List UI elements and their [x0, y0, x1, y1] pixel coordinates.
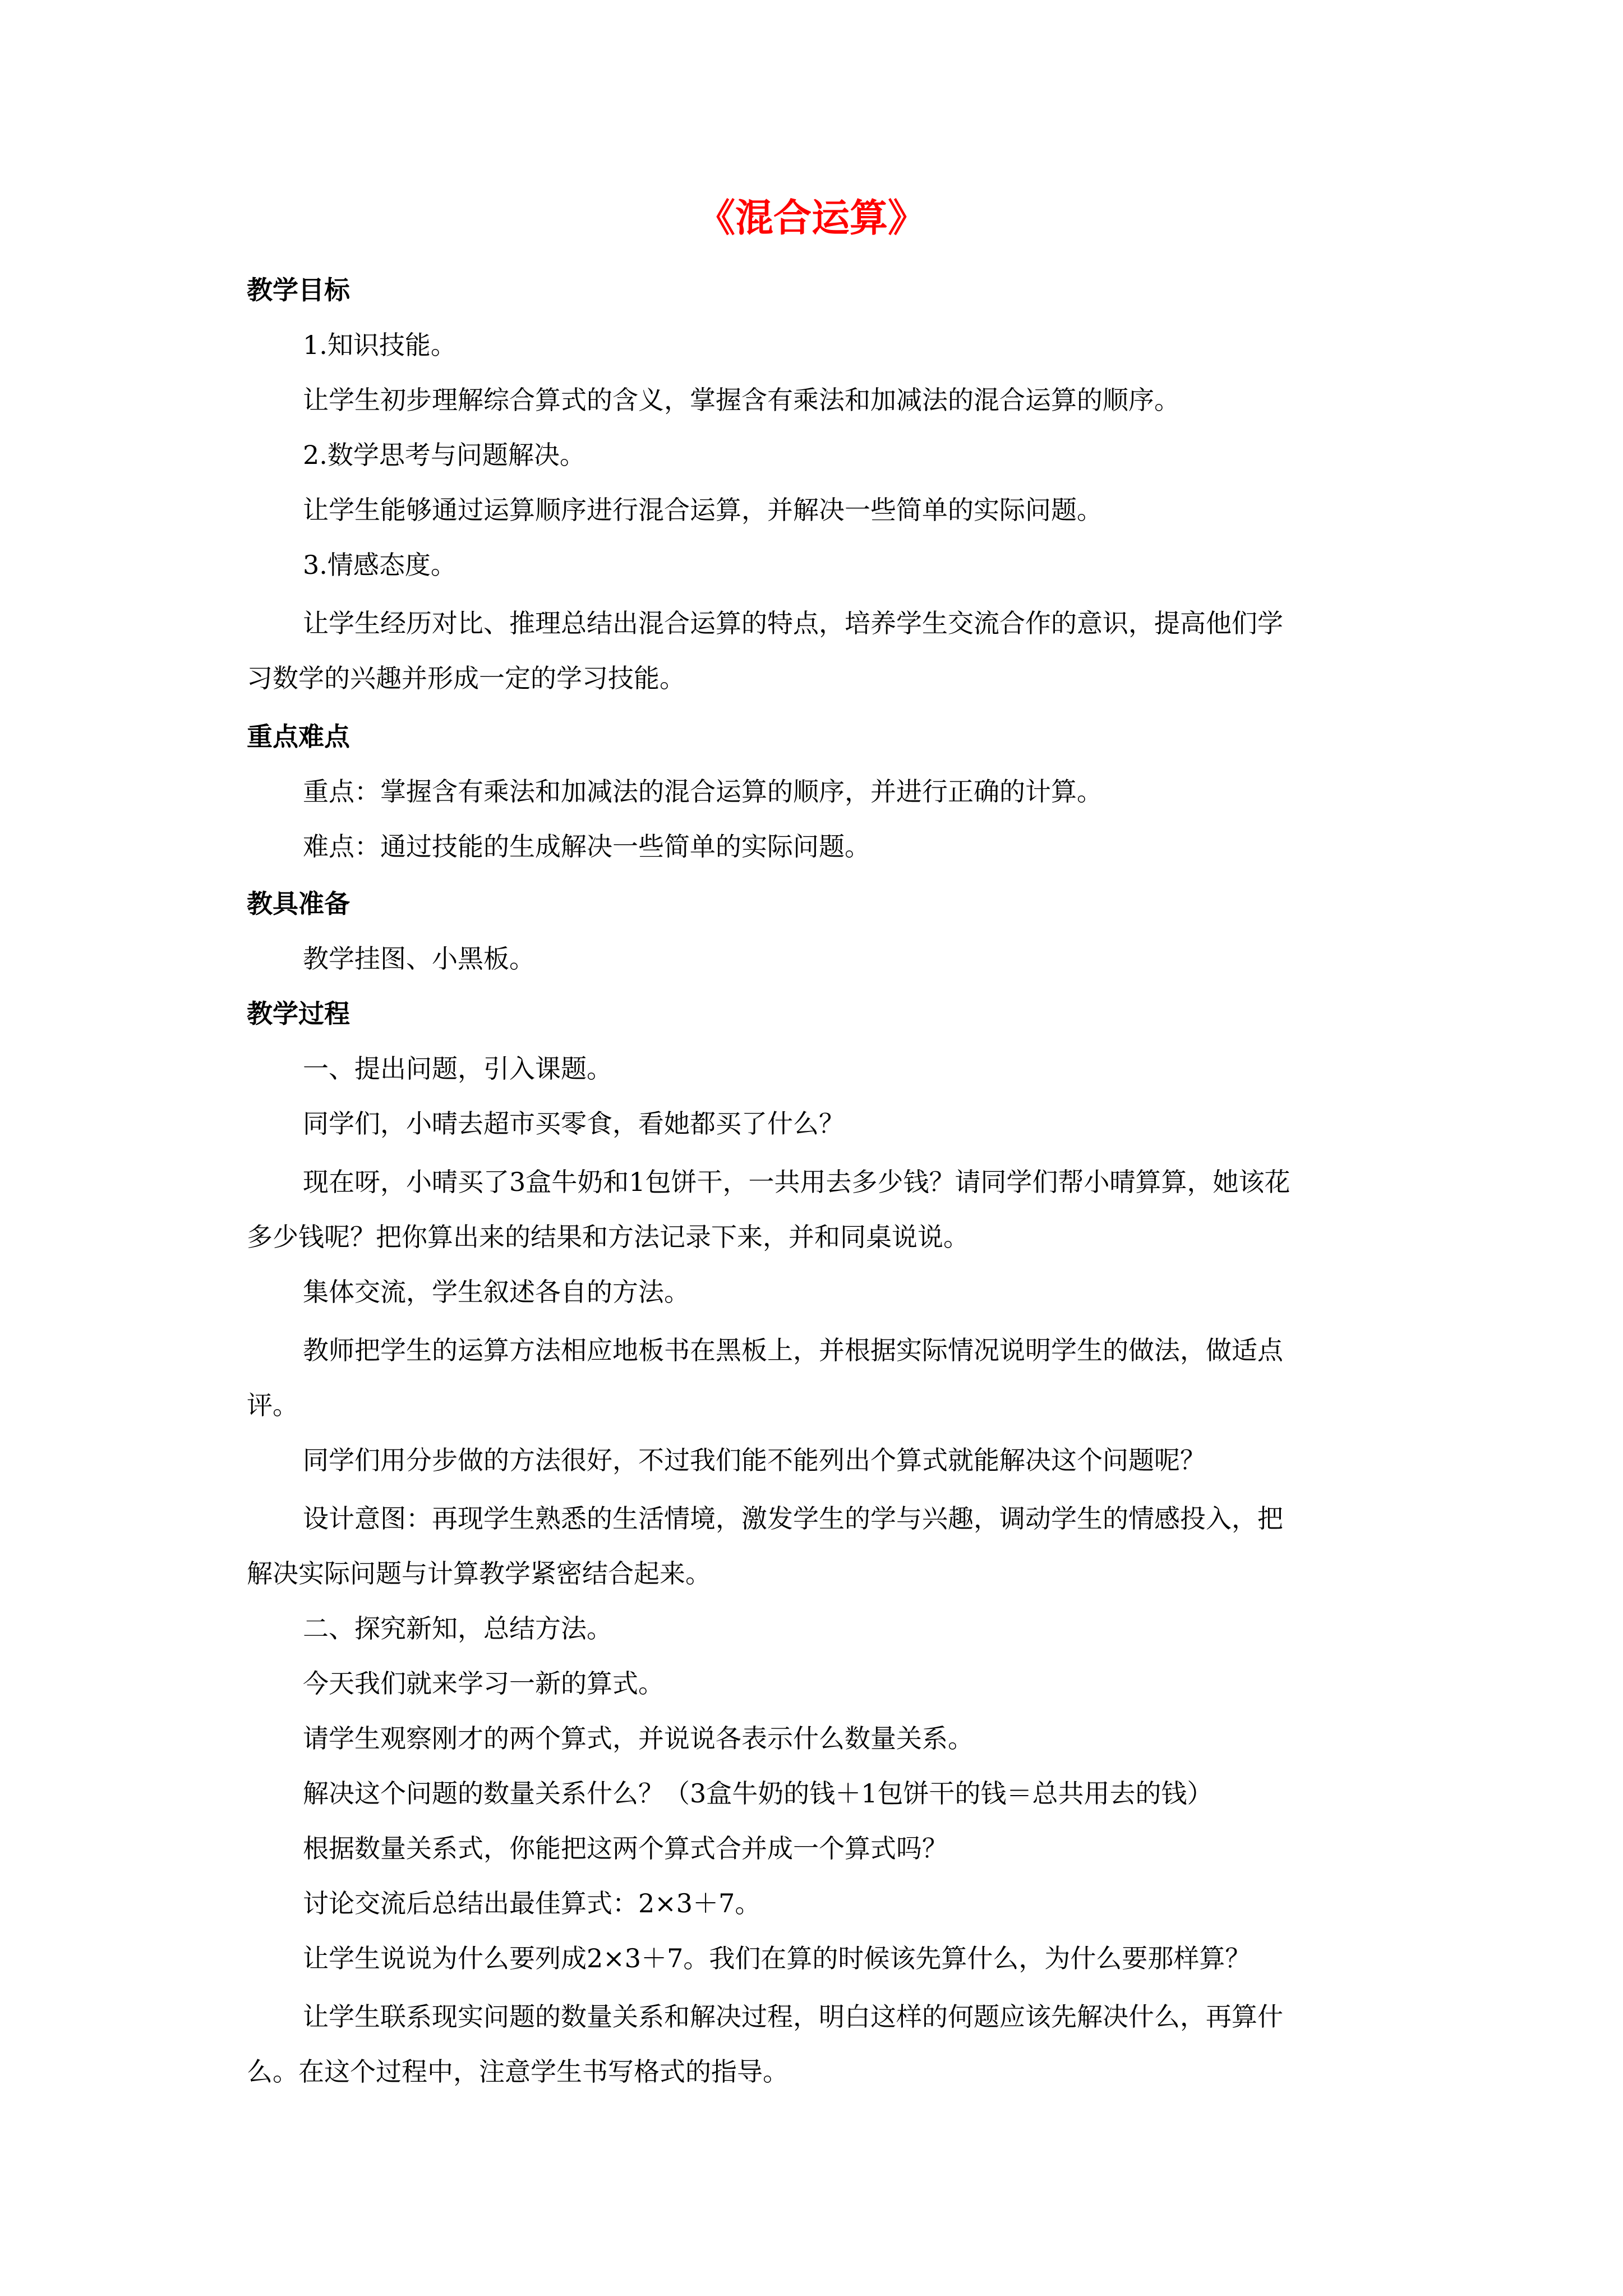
- paragraph: 一、提出问题，引入课题。: [303, 1053, 612, 1084]
- paragraph-continuation: 习数学的兴趣并形成一定的学习技能。: [247, 663, 685, 693]
- heading-materials: 教具准备: [247, 889, 350, 919]
- paragraph: 2.数学思考与问题解决。: [303, 440, 585, 470]
- paragraph: 讨论交流后总结出最佳算式：2×3＋7。: [303, 1888, 761, 1918]
- paragraph: 根据数量关系式，你能把这两个算式合并成一个算式吗？: [303, 1833, 948, 1864]
- paragraph: 让学生经历对比、推理总结出混合运算的特点，培养学生交流合作的意识，提高他们学: [303, 608, 1283, 638]
- paragraph: 1.知识技能。: [303, 330, 457, 360]
- paragraph: 教学挂图、小黑板。: [303, 944, 535, 974]
- paragraph: 难点：通过技能的生成解决一些简单的实际问题。: [303, 831, 870, 862]
- paragraph: 请学生观察刚才的两个算式，并说说各表示什么数量关系。: [303, 1723, 974, 1754]
- paragraph: 让学生初步理解综合算式的含义，掌握含有乘法和加减法的混合运算的顺序。: [303, 385, 1180, 415]
- paragraph-continuation: 多少钱呢？把你算出来的结果和方法记录下来，并和同桌说说。: [247, 1222, 969, 1252]
- document-title: 《混合运算》: [697, 196, 926, 241]
- paragraph-continuation: 么。在这个过程中，注意学生书写格式的指导。: [247, 2056, 789, 2087]
- paragraph: 现在呀，小晴买了3盒牛奶和1包饼干，一共用去多少钱？请同学们帮小晴算算，她该花: [303, 1167, 1290, 1197]
- paragraph: 今天我们就来学习一新的算式。: [303, 1668, 664, 1699]
- paragraph: 让学生能够通过运算顺序进行混合运算，并解决一些简单的实际问题。: [303, 495, 1103, 525]
- heading-teaching-process: 教学过程: [247, 999, 350, 1029]
- paragraph-continuation: 评。: [247, 1390, 298, 1420]
- paragraph-continuation: 解决实际问题与计算教学紧密结合起来。: [247, 1558, 711, 1589]
- paragraph: 让学生说说为什么要列成2×3＋7。我们在算的时候该先算什么，为什么要那样算？: [303, 1943, 1251, 1973]
- paragraph: 同学们用分步做的方法很好，不过我们能不能列出个算式就能解决这个问题呢？: [303, 1445, 1206, 1475]
- paragraph: 教师把学生的运算方法相应地板书在黑板上，并根据实际情况说明学生的做法，做适点: [303, 1335, 1283, 1365]
- paragraph: 集体交流，学生叙述各自的方法。: [303, 1277, 690, 1307]
- heading-key-points: 重点难点: [247, 721, 350, 752]
- paragraph: 解决这个问题的数量关系什么？（3盒牛奶的钱＋1包饼干的钱＝总共用去的钱）: [303, 1778, 1213, 1809]
- paragraph: 重点：掌握含有乘法和加减法的混合运算的顺序，并进行正确的计算。: [303, 776, 1103, 807]
- paragraph: 设计意图：再现学生熟悉的生活情境，激发学生的学与兴趣，调动学生的情感投入，把: [303, 1503, 1283, 1534]
- paragraph: 3.情感态度。: [303, 550, 457, 580]
- paragraph: 同学们，小晴去超市买零食，看她都买了什么？: [303, 1108, 845, 1139]
- paragraph: 让学生联系现实问题的数量关系和解决过程，明白这样的何题应该先解决什么，再算什: [303, 2001, 1283, 2032]
- paragraph: 二、探究新知，总结方法。: [303, 1613, 612, 1644]
- heading-teaching-goals: 教学目标: [247, 275, 350, 305]
